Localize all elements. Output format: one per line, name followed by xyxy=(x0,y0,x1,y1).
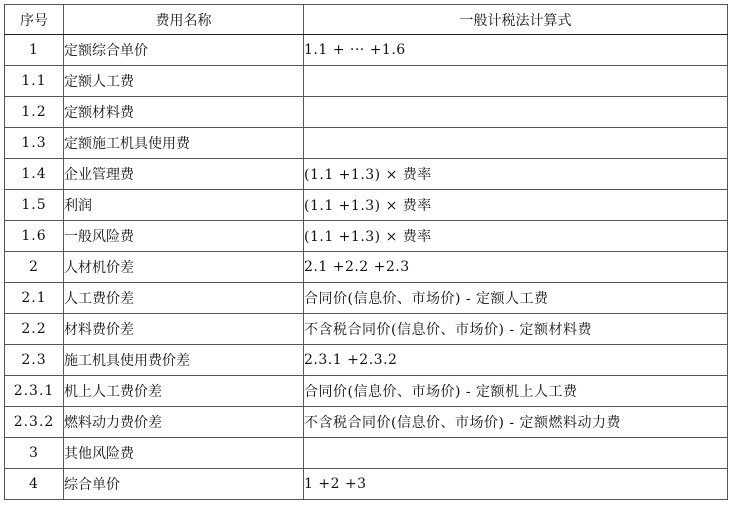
table-row xyxy=(5,221,728,252)
row-no: 1.4 xyxy=(5,159,64,190)
cost-calculation-table xyxy=(4,4,728,500)
row-formula xyxy=(304,128,728,159)
row-name: 一般风险费 xyxy=(64,221,304,252)
row-name: 施工机具使用费价差 xyxy=(64,345,304,376)
table-row xyxy=(5,66,728,97)
table-row xyxy=(5,97,728,128)
row-no: 1.1 xyxy=(5,66,64,97)
row-formula: 合同价(信息价、市场价) - 定额机上人工费 xyxy=(304,376,728,407)
table-row xyxy=(5,252,728,283)
row-name: 材料费价差 xyxy=(64,314,304,345)
row-formula xyxy=(304,66,728,97)
row-name: 其他风险费 xyxy=(64,438,304,469)
table-row xyxy=(5,283,728,314)
row-formula: 1.1 + ··· +1.6 xyxy=(304,35,728,66)
table-row xyxy=(5,190,728,221)
row-name: 燃料动力费价差 xyxy=(64,407,304,438)
row-formula: (1.1 +1.3) × 费率 xyxy=(304,221,728,252)
row-name: 利润 xyxy=(64,190,304,221)
row-formula: (1.1 +1.3) × 费率 xyxy=(304,159,728,190)
header-no: 序号 xyxy=(5,5,64,35)
row-no: 2.3 xyxy=(5,345,64,376)
row-formula xyxy=(304,97,728,128)
table-row xyxy=(5,314,728,345)
row-formula: 2.3.1 +2.3.2 xyxy=(304,345,728,376)
row-name: 定额人工费 xyxy=(64,66,304,97)
table-row xyxy=(5,376,728,407)
row-formula: 不含税合同价(信息价、市场价) - 定额材料费 xyxy=(304,314,728,345)
row-no: 1.6 xyxy=(5,221,64,252)
table-row xyxy=(5,159,728,190)
row-name: 定额综合单价 xyxy=(64,35,304,66)
row-no: 3 xyxy=(5,438,64,469)
row-no: 2.1 xyxy=(5,283,64,314)
row-formula: (1.1 +1.3) × 费率 xyxy=(304,190,728,221)
row-no: 1.3 xyxy=(5,128,64,159)
row-no: 1.5 xyxy=(5,190,64,221)
table-row xyxy=(5,35,728,66)
row-formula: 1 +2 +3 xyxy=(304,469,728,500)
row-no: 2 xyxy=(5,252,64,283)
row-formula xyxy=(304,438,728,469)
header-row xyxy=(5,5,728,35)
row-no: 2.3.2 xyxy=(5,407,64,438)
table-row xyxy=(5,128,728,159)
row-formula: 2.1 +2.2 +2.3 xyxy=(304,252,728,283)
row-no: 1 xyxy=(5,35,64,66)
row-name: 人工费价差 xyxy=(64,283,304,314)
header-formula: 一般计税法计算式 xyxy=(304,5,728,35)
row-formula: 合同价(信息价、市场价) - 定额人工费 xyxy=(304,283,728,314)
row-name: 企业管理费 xyxy=(64,159,304,190)
table-row xyxy=(5,469,728,500)
row-name: 定额施工机具使用费 xyxy=(64,128,304,159)
row-name: 定额材料费 xyxy=(64,97,304,128)
row-name: 人材机价差 xyxy=(64,252,304,283)
row-formula: 不含税合同价(信息价、市场价) - 定额燃料动力费 xyxy=(304,407,728,438)
row-no: 4 xyxy=(5,469,64,500)
table-row xyxy=(5,407,728,438)
table-row xyxy=(5,438,728,469)
row-no: 2.3.1 xyxy=(5,376,64,407)
row-no: 1.2 xyxy=(5,97,64,128)
header-name: 费用名称 xyxy=(64,5,304,35)
row-no: 2.2 xyxy=(5,314,64,345)
row-name: 综合单价 xyxy=(64,469,304,500)
row-name: 机上人工费价差 xyxy=(64,376,304,407)
table-row xyxy=(5,345,728,376)
